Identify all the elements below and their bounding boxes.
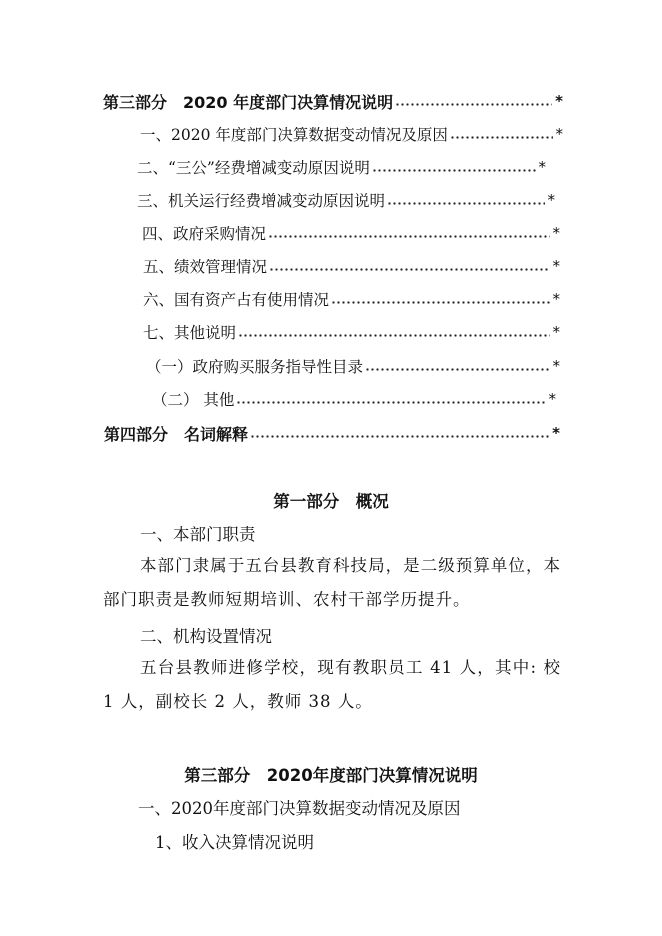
paragraph: 本部门隶属于五台县教育科技局，是二级预算单位，本部门职责是教师短期培训、农村干部学历提升。 <box>103 556 561 609</box>
toc-entry[interactable] <box>0 387 556 411</box>
toc-entry[interactable] <box>0 287 560 311</box>
toc-page: * <box>548 390 556 408</box>
dot-leader <box>331 301 549 304</box>
toc-page: * <box>552 323 560 341</box>
toc-page: * <box>555 125 563 143</box>
toc-label: 六、国有资产占有使用情况 <box>143 291 330 309</box>
dot-leader <box>269 268 549 271</box>
toc-label: 七、其他说明 <box>143 324 237 342</box>
dot-leader <box>268 235 549 238</box>
paragraph: 五台县教师进修学校，现有教职员工 41 人，其中: 校 1 人，副校长 2 人，教师 38 人。 <box>103 658 561 711</box>
toc-page: * <box>552 357 560 375</box>
dot-leader <box>450 136 553 139</box>
dot-leader <box>395 103 552 106</box>
section-title: 一、本部门职责 <box>140 525 256 544</box>
dot-leader <box>250 435 549 438</box>
toc-page: * <box>555 92 563 110</box>
toc-entry[interactable] <box>0 155 546 179</box>
toc-page: * <box>538 158 546 176</box>
toc-entry[interactable] <box>0 89 563 113</box>
toc-label: （二） 其他 <box>152 391 235 409</box>
toc-page: * <box>547 191 555 209</box>
toc-entry[interactable] <box>0 421 560 445</box>
toc-entry[interactable] <box>0 188 555 212</box>
dot-leader <box>238 334 549 337</box>
dot-leader <box>372 169 536 172</box>
dot-leader <box>236 401 545 404</box>
dot-leader <box>387 202 544 205</box>
toc-label: （一）政府购买服务指导性目录 <box>146 358 364 376</box>
toc-entry[interactable] <box>0 320 560 344</box>
toc-entry[interactable] <box>0 122 563 146</box>
toc-page: * <box>552 257 560 275</box>
section-title: 二、机构设置情况 <box>140 627 272 646</box>
part1-heading: 第一部分 概况 <box>273 492 389 511</box>
part3-heading: 第三部分 2020年度部门决算情况说明 <box>184 766 478 785</box>
section-title: 一、2020年度部门决算数据变动情况及原因 <box>138 799 461 818</box>
toc-label: 四、政府采购情况 <box>142 225 267 243</box>
toc-entry[interactable] <box>0 354 560 378</box>
toc-page: * <box>552 290 560 308</box>
toc-label: 二、“三公”经费增减变动原因说明 <box>137 159 370 177</box>
toc-label: 一、2020 年度部门决算数据变动情况及原因 <box>140 126 448 144</box>
toc-label: 三、机关运行经费增减变动原因说明 <box>137 192 386 210</box>
dot-leader <box>365 368 549 371</box>
toc-label: 五、绩效管理情况 <box>143 258 268 276</box>
toc-entry[interactable] <box>0 254 560 278</box>
toc-page: * <box>552 224 560 242</box>
toc-label: 第三部分 2020 年度部门决算情况说明 <box>103 92 394 112</box>
subsection-title: 1、收入决算情况说明 <box>155 833 314 852</box>
toc-label: 第四部分 名词解释 <box>104 424 249 444</box>
toc-entry[interactable] <box>0 221 560 245</box>
toc-page: * <box>552 424 560 442</box>
